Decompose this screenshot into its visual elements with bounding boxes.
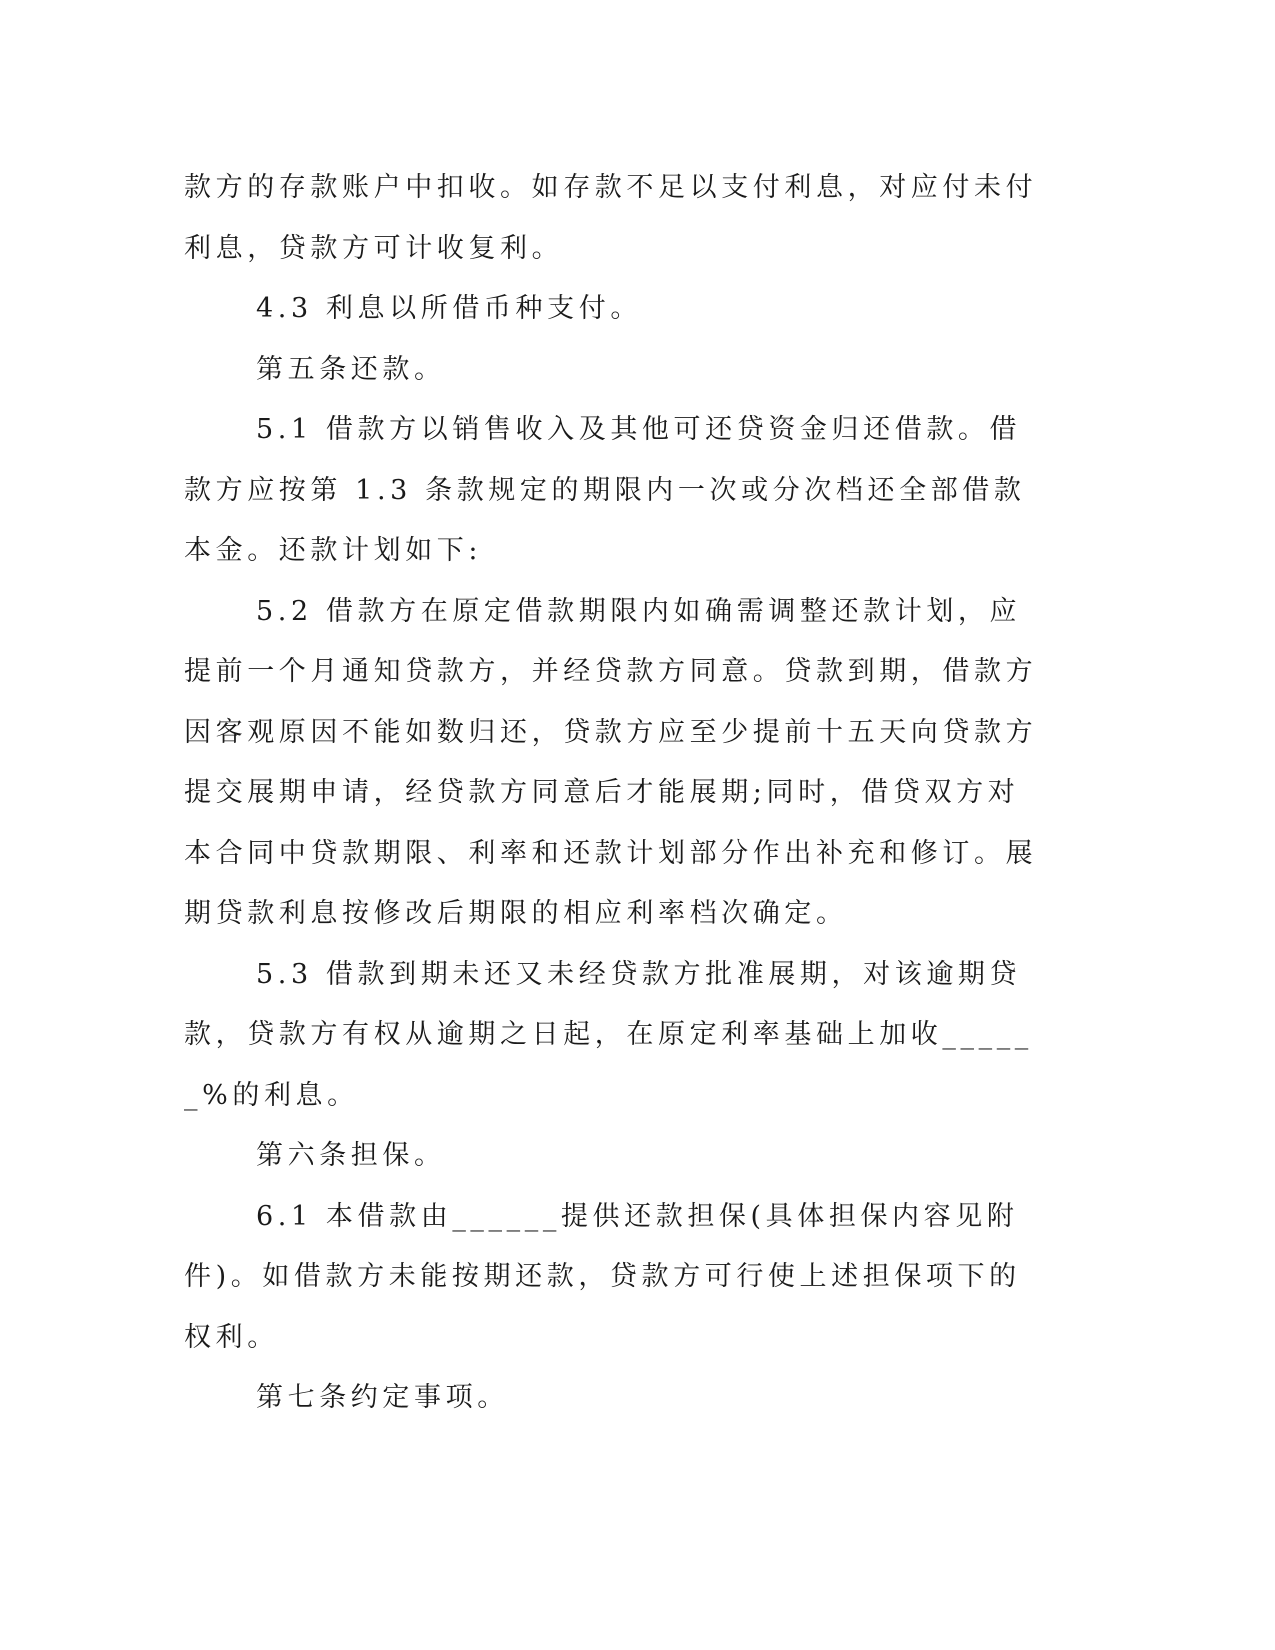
heading-article-5: 第五条还款。 bbox=[256, 353, 446, 385]
heading-article-7: 第七条约定事项。 bbox=[256, 1382, 509, 1413]
paragraph-6-1: 6.1 本借款由______提供还款担保(具体担保内容见附件)。如借款方未能按期还款，贷款方可行使上述担保项下的权利。 bbox=[184, 1200, 1021, 1353]
paragraph-4-3: 4.3 利息以所借币种支付。 bbox=[256, 293, 642, 324]
paragraph-5-2: 5.2 借款方在原定借款期限内如确需调整还款计划，应提前一个月通知贷款方，并经贷款方同意。贷款到期，借款方因客观原因不能如数归还，贷款方应至少提前十五天向贷款方提交展期申请，经贷款方同意后才能展期;同时，借贷双方对本合同中贷款期限、利率和还款计划部分作出补充和修订。展期贷款利息按修改后期限的相应利率档次确定。 bbox=[184, 595, 1038, 929]
paragraph-5-3: 5.3 借款到期未还又未经贷款方批准展期，对该逾期贷款，贷款方有权从逾期之日起，在原定利率基础上加收______%的利息。 bbox=[184, 958, 1033, 1111]
heading-article-6: 第六条担保。 bbox=[256, 1140, 446, 1171]
paragraph-5-1: 5.1 借款方以销售收入及其他可还贷资金归还借款。借款方应按第 1.3 条款规定的期限内一次或分次档还全部借款本金。还款计划如下: bbox=[184, 414, 1026, 566]
document-body bbox=[184, 158, 1049, 1429]
paragraph-continuation: 款方的存款账户中扣收。如存款不足以支付利息，对应付未付利息，贷款方可计收复利。 bbox=[184, 172, 1038, 264]
